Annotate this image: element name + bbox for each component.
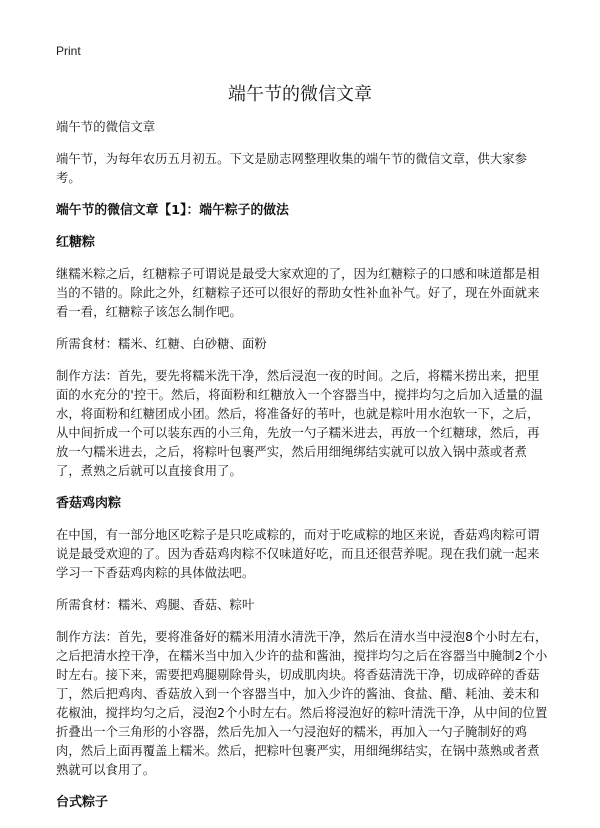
recipe-heading-xianggu: 香菇鸡肉粽 [56,496,122,511]
recipe-ingredients-hongtang: 所需食材：糯米、红糖、白砂糖、面粉 [56,337,267,351]
recipe-method-xianggu: 制作方法：首先，要将准备好的糯米用清水清洗干净，然后在清水当中浸泡8个小时左右，之后把清水控干净，在糯米当中加入少许的盐和酱油，搅拌均匀之后在容器当中腌制2个小时左右。接下来，需要把鸡腿剔除骨头，切成肌肉块。将香菇清洗干净，切成碎碎的香菇丁，然后把鸡肉、香菇放入到一个容器当中，加入少许的酱油、食盐、醋、耗油、姜末和花椒油，搅拌均匀之后，浸泡2个小时左右。然后将浸泡好的粽叶清洗干净，从中间的位置折叠出一个三角形的小容器，然后先加入一勺浸泡好的糯米，再加入一勺子腌制好的鸡肉，然后上面再覆盖上糯米。然后，把粽叶包裹严实，用细绳绑结实，在锅中蒸熟或者煮熟就可以食用了。 [56,630,548,777]
recipe-heading-hongtang: 红糖粽 [56,235,96,250]
recipe-description-xianggu: 在中国，有一部分地区吃粽子是只吃咸粽的，而对于吃咸粽的地区来说，香菇鸡肉粽可谓说是最受欢迎的了。因为香菇鸡肉粽不仅味道好吃，而且还很营养呢。现在我们就一起来学习一下香菇鸡肉粽的具体做法吧。 [56,528,540,580]
recipe-ingredients-xianggu: 所需食材：糯米、鸡腿、香菇、粽叶 [56,598,255,612]
section-heading: 端午节的微信文章【1】：端午粽子的做法 [56,203,289,218]
recipe-heading-taishi: 台式粽子 [56,795,109,810]
print-link[interactable]: Print [56,44,81,58]
page-title: 端午节的微信文章 [228,84,372,105]
recipe-method-hongtang: 制作方法：首先，要先将糯米洗干净，然后浸泡一夜的时间。之后，将糯米捞出来，把里面的水充分的'控干。然后，将面粉和红糖放入一个容器当中，搅拌均匀之后加入适量的温水，将面粉和红糖团成小团。然后，将准备好的苇叶，也就是粽叶用水泡软一下，之后，从中间折成一个可以装东西的小三角，先放一勺子糯米进去，再放一个红糖球，然后，再放一勺糯米进去，之后，将粽叶包裹严实，然后用细绳绑结实就可以放入锅中蒸或者煮了，煮熟之后就可以直接食用了。 [56,369,543,478]
intro-line: 端午节的微信文章 [56,120,156,134]
intro-paragraph: 端午节，为每年农历五月初五。下文是励志网整理收集的端午节的微信文章，供大家参考。 [56,152,528,185]
article-body [56,118,548,825]
recipe-description-hongtang: 继糯米粽之后，红糖粽子可谓说是最受大家欢迎的了，因为红糖粽子的口感和味道都是相当的不错的。除此之外，红糖粽子还可以很好的帮助女性补血补气。好了，现在外面就来看一看，红糖粽子该怎么制作吧。 [56,267,540,319]
